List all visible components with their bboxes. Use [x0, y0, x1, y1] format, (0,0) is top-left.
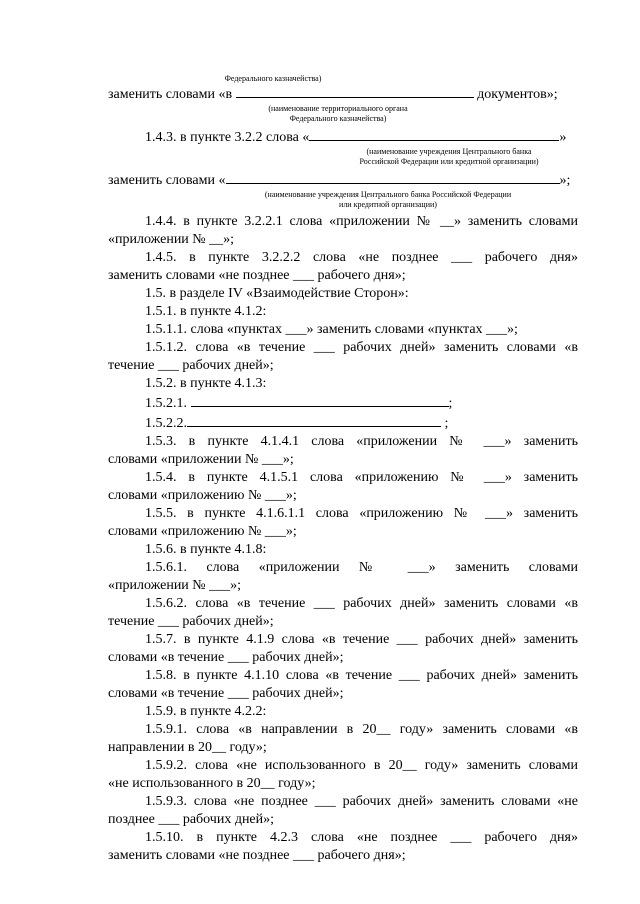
para-1-5-9-3-line1: 1.5.9.3. слова «не позднее ___ рабочих дней» заменить словами «не [145, 794, 578, 809]
blank-1-5-2-1[interactable] [191, 393, 449, 407]
para-1-5-4-line1: 1.5.4. в пункте 4.1.5.1 слова «приложению № ___» заменить [145, 470, 578, 485]
blank-1-5-2-2[interactable] [187, 413, 441, 427]
para-1-5-6-1-line2: «приложении № ___»; [108, 578, 242, 593]
para-1-4-4-line2: «приложении № __»; [108, 232, 235, 247]
para-1-5-6: 1.5.6. в пункте 4.1.8: [145, 542, 267, 557]
para-1-5-7-line1: 1.5.7. в пункте 4.1.9 слова «в течение ___ рабочих дней» заменить [145, 632, 578, 647]
para-1-5-8-line1: 1.5.8. в пункте 4.1.10 слова «в течение ___ рабочих дней» заменить [145, 668, 578, 683]
caption-cb-2: (наименование учреждения Центрального банка Российской Федерации или кредитной организации) [264, 190, 512, 209]
caption-territorial: (наименование территориального органа Федерального казначейства) [268, 104, 408, 123]
para-1-4-5-line1: 1.4.5. в пункте 3.2.2.2 слова «не позднее ___ рабочего дня» [145, 250, 578, 265]
document-body [108, 74, 578, 865]
para-1-5-9: 1.5.9. в пункте 4.2.2: [145, 704, 267, 719]
para-1-5-4-line2: словами «приложению № ___»; [108, 488, 297, 503]
line-replace-territorial: заменить словами «в документов»; [108, 84, 578, 104]
para-1-5-1-2-line1: 1.5.1.2. слова «в течение ___ рабочих дней» заменить словами «в [145, 340, 578, 355]
para-1-5-1: 1.5.1. в пункте 4.1.2: [145, 304, 267, 319]
para-1-4-5-line2: заменить словами «не позднее ___ рабочего дня»; [108, 268, 406, 283]
para-1-5-1-1: 1.5.1.1. слова «пунктах ___» заменить словами «пунктах ___»; [145, 322, 518, 337]
para-1-5-2: 1.5.2. в пункте 4.1.3: [145, 376, 267, 391]
line-replace-cb: заменить словами « »; [108, 170, 578, 190]
caption-cb-1: (наименование учреждения Центрального банка Российской Федерации или кредитной организации) [359, 147, 539, 166]
para-1-5-5-line2: словами «приложению № ___»; [108, 524, 297, 539]
para-1-5-7-line2: словами «в течение ___ рабочих дней»; [108, 650, 344, 665]
para-1-5-5-line1: 1.5.5. в пункте 4.1.6.1.1 слова «приложению № ___» заменить [145, 506, 578, 521]
blank-cb-institution-1[interactable] [309, 127, 559, 141]
para-1-5-9-3-line2: позднее ___ рабочих дней»; [108, 812, 275, 827]
para-1-5-2-2: 1.5.2.2. ; [108, 413, 578, 433]
para-1-5-6-2-line1: 1.5.6.2. слова «в течение ___ рабочих дней» заменить словами «в [145, 596, 578, 611]
para-1-5-1-2-line2: течение ___ рабочих дней»; [108, 358, 274, 373]
para-1-5-3-line1: 1.5.3. в пункте 4.1.4.1 слова «приложении № ___» заменить [145, 434, 578, 449]
para-1-5-9-1-line2: направлении в 20__ году»; [108, 740, 267, 755]
blank-cb-institution-2[interactable] [226, 170, 560, 184]
para-1-5-3-line2: словами «приложении № ___»; [108, 452, 294, 467]
caption-fk: Федерального казначейства) [224, 74, 322, 83]
para-1-5-9-1-line1: 1.5.9.1. слова «в направлении в 20__ году» заменить словами «в [145, 722, 578, 737]
para-1-5-6-2-line2: течение ___ рабочих дней»; [108, 614, 274, 629]
para-1-5-2-1: 1.5.2.1. ; [108, 393, 578, 413]
para-1-5-9-2-line2: «не использованного в 20__ году»; [108, 776, 316, 791]
para-1-4-4-line1: 1.4.4. в пункте 3.2.2.1 слова «приложении № __» заменить словами [145, 214, 578, 229]
line-1-4-3: 1.4.3. в пункте 3.2.2 слова « » [108, 127, 578, 147]
para-1-5-8-line2: словами «в течение ___ рабочих дней»; [108, 686, 344, 701]
para-1-5-10-line2: заменить словами «не позднее ___ рабочего дня»; [108, 848, 406, 863]
para-1-5-6-1-line1: 1.5.6.1. слова «приложении № ___» заменить словами [145, 560, 578, 575]
para-1-5-9-2-line1: 1.5.9.2. слова «не использованного в 20__ году» заменить словами [145, 758, 578, 773]
para-1-5-10-line1: 1.5.10. в пункте 4.2.3 слова «не позднее ___ рабочего дня» [145, 830, 578, 845]
para-1-5: 1.5. в разделе IV «Взаимодействие Сторон»: [145, 286, 409, 301]
blank-territorial-organ[interactable] [236, 84, 474, 98]
